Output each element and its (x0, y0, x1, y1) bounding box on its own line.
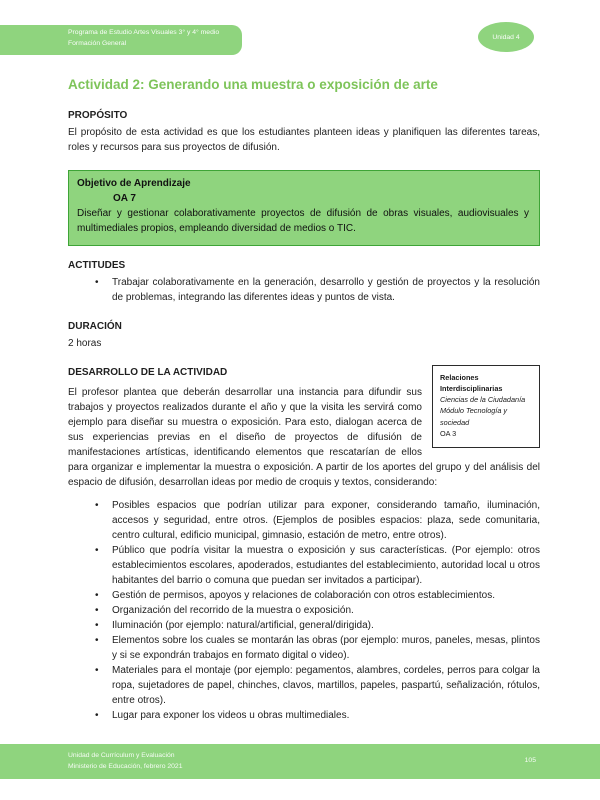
page-footer (0, 744, 600, 779)
footer-line1: Unidad de Currículum y Evaluación (68, 751, 175, 759)
page-content (0, 76, 600, 723)
activity-title: Actividad 2: Generando una muestra o exposición de arte (68, 77, 438, 92)
objective-box (68, 170, 540, 246)
duracion-heading: DURACIÓN (68, 320, 122, 332)
desarrollo-list (93, 498, 540, 723)
objective-code: OA 7 (113, 192, 136, 204)
list-item: • Iluminación (por ejemplo: natural/artificial, general/dirigida). (93, 618, 540, 633)
program-badge (0, 25, 242, 55)
actitudes-heading: ACTITUDES (68, 259, 126, 271)
interdisciplinary-subject: Módulo Tecnología y sociedad (440, 406, 508, 427)
page-header (0, 0, 600, 56)
footer-line2: Ministerio de Educación, febrero 2021 (68, 762, 183, 770)
page-number: 105 (524, 757, 536, 765)
list-item: • Público que podría visitar la muestra o exposición y sus características. (Por ejemplo: otros establecimientos escolares, apoderados, estudiantes del establecimiento, autoridad local u otros habitantes del barrio o comuna que puedan ser invitados a participar). (93, 543, 540, 588)
actitudes-list (93, 275, 540, 305)
list-item: • Posibles espacios que podrían utilizar para exponer, considerando tamaño, iluminación, accesos y seguridad, entre otros. (Ejemplos de posibles espacios: plaza, sede comunitaria, centro cultural, edificio municipal, gimnasio, estación de metro, entre otros). (93, 498, 540, 543)
list-item: • Gestión de permisos, apoyos y relaciones de colaboración con otros establecimientos. (93, 588, 540, 603)
footer-credits (68, 751, 182, 773)
list-item: • Trabajar colaborativamente en la generación, desarrollo y gestión de proyectos y la resolución de problemas, integrando las diferentes ideas y puntos de vista. (93, 275, 540, 305)
unit-badge: Unidad 4 (478, 22, 534, 52)
interdisciplinary-oa: OA 3 (440, 429, 457, 439)
duracion-body: 2 horas (68, 337, 102, 349)
list-item: • Elementos sobre los cuales se montarán las obras (por ejemplo: muros, paneles, mesas, plintos y si se expondrán trabajos en formato digital o video). (93, 633, 540, 663)
objective-body: Diseñar y gestionar colaborativamente proyectos de difusión de obras visuales, audiovisuales y multimediales propios, empleando diversidad de medios o TIC. (77, 207, 529, 234)
desarrollo-heading: DESARROLLO DE LA ACTIVIDAD (68, 366, 228, 378)
program-title: Programa de Estudio Artes Visuales 3° y 4° medio (68, 29, 220, 36)
program-subtitle: Formación General (68, 39, 127, 47)
proposito-body: El propósito de esta actividad es que los estudiantes planteen ideas y planifiquen las diferentes tareas, roles y recursos para sus proyectos de difusión. (68, 126, 540, 153)
list-item: • Organización del recorrido de la muestra o exposición. (93, 603, 540, 618)
interdisciplinary-box (432, 365, 540, 449)
desarrollo-section (68, 365, 540, 723)
proposito-heading: PROPÓSITO (68, 109, 128, 121)
desarrollo-intro: El profesor plantea que deberán desarrollar una instancia para difundir sus trabajos y proyectos realizados durante el año y que la visita les servirá como ejemplo para diseñar su muestra o exposición. Para esto, dialogan acerca de sus experiencias previas en el diseño de proyectos de difusión de manifestaciones artísticas, identificando elementos que rescatarían de ellos para organizar e implementar la muestra o exposición. A partir de los aportes del grupo y del análisis del espacio de difusión, desarrollan ideas por medio de croquis y textos, considerando: (68, 386, 540, 488)
list-item: • Materiales para el montaje (por ejemplo: pegamentos, alambres, cordeles, perros para colgar la ropa, sujetadores de papel, chinches, clavos, martillos, papeles, paspartú, señalización, rótulos, entre otros). (93, 663, 540, 708)
interdisciplinary-heading: Relaciones Interdisciplinarias (440, 372, 503, 393)
objective-box-heading: Objetivo de Aprendizaje (77, 177, 191, 189)
interdisciplinary-subject: Ciencias de la Ciudadanía (440, 395, 526, 405)
list-item: • Lugar para exponer los videos u obras multimediales. (93, 708, 540, 723)
